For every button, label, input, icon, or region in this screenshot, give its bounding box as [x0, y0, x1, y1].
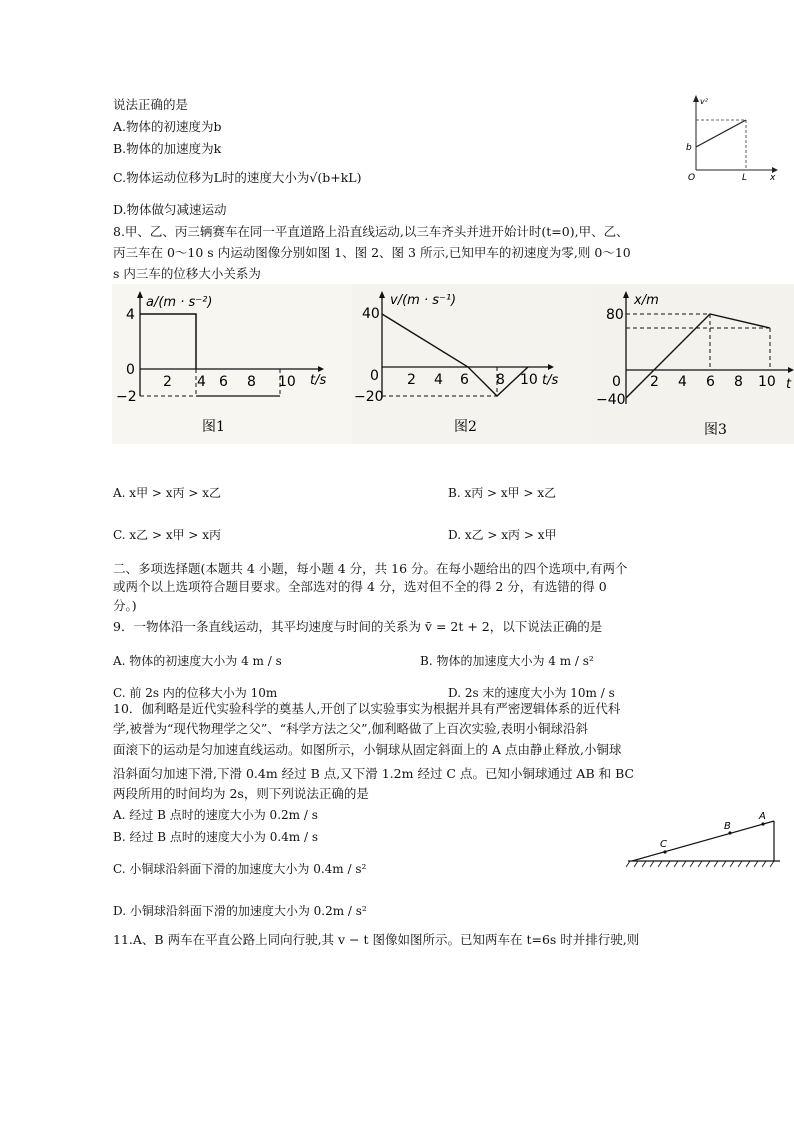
fig2-ytick-neg20: −20: [354, 389, 384, 405]
q10-line3: 面滚下的运动是匀加速直线运动。如图所示，小铜球从固定斜面上的 A 点由静止释放,小铜球: [113, 742, 622, 757]
fig1-xtick-4: 4: [197, 374, 206, 390]
fig1-xlabel: t/s: [310, 373, 327, 388]
q8-figure-1: [112, 284, 352, 444]
q7-stem-tail: 说法正确的是: [113, 97, 189, 112]
fig3-ytick-0: 0: [612, 374, 621, 390]
q8-option-a: A. x甲 > x丙 > x乙: [113, 486, 221, 500]
fig1-ytick-0: 0: [126, 362, 135, 378]
q10-incline-figure: [622, 804, 794, 870]
fig2-xtick-8: 8: [496, 372, 505, 388]
fig3-xtick-8: 8: [734, 374, 743, 390]
q7-origin: O: [688, 173, 696, 183]
q7-option-d: D.物体做匀减速运动: [113, 202, 227, 217]
fig2-ylabel: v/(m · s⁻¹): [390, 293, 457, 308]
q10-option-b: B. 经过 B 点时的速度大小为 0.4m / s: [113, 830, 319, 844]
q11-line1: 11.A、B 两车在平直公路上同向行驶,其 v − t 图像如图所示。已知两车在 t=6s 时并排行驶,则: [113, 932, 640, 947]
fig3-xtick-6: 6: [706, 374, 715, 390]
q10-line5: 两段所用的时间均为 2s，则下列说法正确的是: [113, 786, 369, 801]
q8-figure-2: [352, 284, 592, 444]
fig3-xlabel: t: [786, 377, 792, 392]
fig3-xtick-10: 10: [758, 374, 776, 390]
q10-line2: 学,被誉为“现代物理学之父”、“科学方法之父”,伽利略做了上百次实验,表明小铜球沿斜: [113, 721, 588, 736]
fig2-ytick-0: 0: [370, 368, 379, 384]
q7-ylabel: v²: [700, 97, 708, 106]
fig1-caption: 图1: [202, 419, 225, 435]
fig2-xtick-6: 6: [460, 372, 469, 388]
fig2-xtick-10: 10: [520, 372, 538, 388]
q7-xlabel: x: [770, 173, 776, 183]
q7-L-label: L: [742, 173, 748, 183]
q7-b-label: b: [686, 143, 692, 153]
q8-option-c: C. x乙 > x甲 > x丙: [113, 528, 222, 542]
fig1-xtick-6: 6: [219, 374, 228, 390]
incline-label-a: A: [759, 811, 766, 822]
q7-option-b: B.物体的加速度为k: [113, 141, 222, 156]
fig1-ytick-4: 4: [126, 307, 135, 323]
q10-line1: 10．伽利略是近代实验科学的奠基人,开创了以实验事实为根据并具有严密逻辑体系的近代科: [113, 701, 621, 716]
q8-option-d: D. x乙 > x丙 > x甲: [448, 528, 557, 542]
q9-option-b: B. 物体的加速度大小为 4 m / s²: [420, 654, 594, 668]
fig2-xtick-4: 4: [434, 372, 443, 388]
q10-option-c: C. 小铜球沿斜面下滑的加速度大小为 0.4m / s²: [113, 862, 367, 876]
fig2-ytick-40: 40: [362, 306, 380, 322]
q8-line3: s 内三车的位移大小关系为: [113, 266, 261, 281]
incline-label-b: B: [724, 821, 731, 832]
fig1-xtick-8: 8: [247, 374, 256, 390]
fig3-ytick-80: 80: [606, 307, 624, 323]
fig1-ytick-neg2: −2: [116, 389, 137, 405]
q9-option-d: D. 2s 末的速度大小为 10m / s: [448, 686, 615, 700]
q9-option-a: A. 物体的初速度大小为 4 m / s: [113, 654, 282, 668]
q10-option-a: A. 经过 B 点时的速度大小为 0.2m / s: [113, 808, 318, 822]
fig3-ytick-neg40: −40: [596, 392, 626, 408]
fig2-xlabel: t/s: [542, 373, 559, 388]
section2-heading-line2: 或两个以上选项符合题目要求。全部选对的得 4 分，选对但不全的得 2 分，有选错的得 0: [113, 579, 607, 594]
q10-line4: 沿斜面匀加速下滑,下滑 0.4m 经过 B 点,又下滑 1.2m 经过 C 点。已知小铜球通过 AB 和 BC: [113, 766, 635, 781]
fig3-caption: 图3: [704, 422, 727, 438]
fig2-xtick-2: 2: [407, 372, 416, 388]
section2-heading-line1: 二、多项选择题(本题共 4 小题，每小题 4 分，共 16 分。在每小题给出的四个选项中,有两个: [113, 561, 628, 576]
q7-v2-x-graph: [680, 92, 780, 184]
fig3-xtick-4: 4: [678, 374, 687, 390]
q8-option-b: B. x丙 > x甲 > x乙: [448, 486, 557, 500]
fig1-ylabel: a/(m · s⁻²): [146, 295, 213, 310]
fig3-ylabel: x/m: [634, 293, 659, 308]
section2-heading-line3: 分。): [113, 598, 137, 613]
incline-label-c: C: [660, 839, 667, 850]
fig1-xtick-2: 2: [163, 374, 172, 390]
q7-option-a: A.物体的初速度为b: [113, 119, 222, 134]
q7-option-c: C.物体运动位移为L时的速度大小为√(b+kL): [113, 170, 362, 185]
fig3-xtick-2: 2: [650, 374, 659, 390]
q8-line2: 丙三车在 0～10 s 内运动图像分别如图 1、图 2、图 3 所示,已知甲车的初速度为零,则 0～10: [113, 245, 631, 260]
q8-figure-3: [592, 284, 794, 444]
fig1-xtick-10: 10: [278, 374, 296, 390]
q8-line1: 8.甲、乙、丙三辆赛车在同一平直道路上沿直线运动,以三车齐头并进开始计时(t=0),甲、乙、: [113, 224, 629, 239]
fig2-caption: 图2: [454, 419, 477, 435]
q9-stem: 9．一物体沿一条直线运动，其平均速度与时间的关系为 v̄ = 2t + 2，以下说法正确的是: [113, 619, 603, 634]
q9-option-c: C. 前 2s 内的位移大小为 10m: [113, 686, 278, 700]
q10-option-d: D. 小铜球沿斜面下滑的加速度大小为 0.2m / s²: [113, 904, 367, 918]
